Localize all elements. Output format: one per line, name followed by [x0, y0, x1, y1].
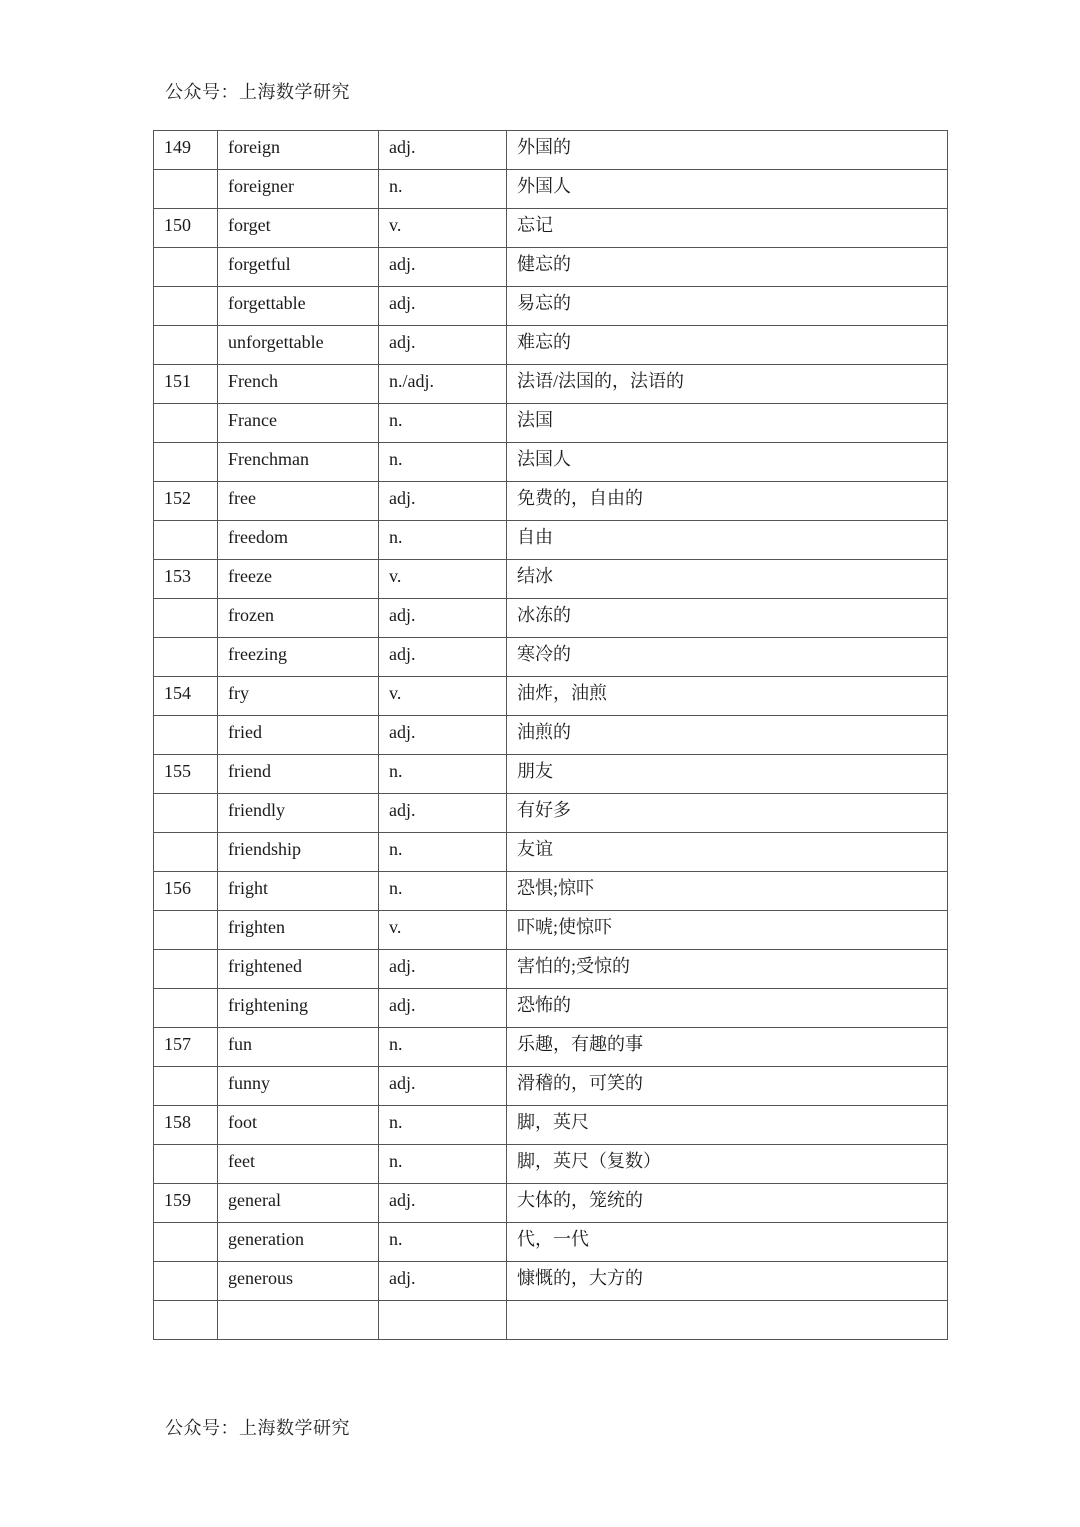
entry-word-cell: [218, 599, 379, 638]
entry-part-of-speech-cell: [379, 365, 507, 404]
entry-word-cell: [218, 911, 379, 950]
table-row: [154, 1184, 948, 1223]
entry-part-of-speech: n.: [389, 761, 403, 781]
table-row: [154, 248, 948, 287]
entry-number-cell: [154, 443, 218, 482]
entry-part-of-speech: adj.: [389, 1190, 416, 1210]
entry-meaning-cell: [507, 599, 948, 638]
table-row: [154, 404, 948, 443]
entry-word: free: [228, 488, 256, 508]
entry-part-of-speech-cell: [379, 677, 507, 716]
entry-number-cell: [154, 1262, 218, 1301]
entry-number-cell: [154, 365, 218, 404]
entry-part-of-speech: n.: [389, 449, 403, 469]
entry-part-of-speech: adj.: [389, 1073, 416, 1093]
entry-part-of-speech: [389, 1301, 506, 1302]
entry-part-of-speech: adj.: [389, 722, 416, 742]
entry-meaning: 害怕的;受惊的: [517, 956, 631, 976]
entry-number-cell: [154, 131, 218, 170]
entry-number-cell: [154, 989, 218, 1028]
entry-part-of-speech-cell: [379, 872, 507, 911]
entry-number-cell: [154, 209, 218, 248]
entry-word-cell: [218, 833, 379, 872]
entry-word-cell: [218, 560, 379, 599]
entry-meaning-cell: [507, 1184, 948, 1223]
entry-word-cell: [218, 365, 379, 404]
entry-number: 152: [164, 488, 191, 508]
entry-meaning: 忘记: [517, 215, 553, 235]
entry-meaning: 自由: [517, 527, 553, 547]
entry-word: friendly: [228, 800, 285, 820]
entry-part-of-speech-cell: [379, 1262, 507, 1301]
entry-number: [164, 443, 217, 444]
entry-part-of-speech-cell: [379, 1184, 507, 1223]
entry-part-of-speech: adj.: [389, 995, 416, 1015]
entry-word: freeze: [228, 566, 272, 586]
entry-number-cell: [154, 482, 218, 521]
entry-word: forgettable: [228, 293, 306, 313]
entry-part-of-speech: adj.: [389, 254, 416, 274]
entry-number: 156: [164, 878, 191, 898]
entry-meaning: 油炸，油煎: [517, 683, 607, 703]
entry-word-cell: [218, 1262, 379, 1301]
entry-part-of-speech-cell: [379, 170, 507, 209]
entry-word-cell: [218, 482, 379, 521]
entry-meaning-cell: [507, 638, 948, 677]
table-row: [154, 1223, 948, 1262]
table-row: [154, 755, 948, 794]
entry-number-cell: [154, 1028, 218, 1067]
entry-word: freedom: [228, 527, 288, 547]
entry-meaning: 健忘的: [517, 254, 571, 274]
entry-word-cell: [218, 521, 379, 560]
entry-part-of-speech: n.: [389, 878, 403, 898]
table-row: [154, 170, 948, 209]
table-row: [154, 326, 948, 365]
entry-number: [164, 248, 217, 249]
entry-part-of-speech-cell: [379, 1301, 507, 1340]
entry-meaning: 朋友: [517, 761, 553, 781]
entry-part-of-speech: adj.: [389, 605, 416, 625]
entry-number-cell: [154, 1223, 218, 1262]
table-row: [154, 287, 948, 326]
entry-part-of-speech-cell: [379, 755, 507, 794]
entry-word-cell: [218, 1067, 379, 1106]
entry-meaning: 结冰: [517, 566, 553, 586]
entry-meaning-cell: [507, 872, 948, 911]
vocabulary-table-body: [154, 131, 948, 1340]
entry-part-of-speech: adj.: [389, 1268, 416, 1288]
entry-meaning-cell: [507, 1262, 948, 1301]
entry-word-cell: [218, 1223, 379, 1262]
entry-meaning: 外国的: [517, 137, 571, 157]
entry-number: [164, 1223, 217, 1224]
entry-word-cell: [218, 794, 379, 833]
entry-meaning-cell: [507, 443, 948, 482]
entry-part-of-speech-cell: [379, 599, 507, 638]
entry-number: [164, 599, 217, 600]
entry-word: feet: [228, 1151, 255, 1171]
entry-word-cell: [218, 170, 379, 209]
entry-word: foreign: [228, 137, 280, 157]
table-row: [154, 443, 948, 482]
table-row: [154, 794, 948, 833]
table-row: [154, 638, 948, 677]
entry-word: France: [228, 410, 277, 430]
entry-word-cell: [218, 872, 379, 911]
table-row: [154, 521, 948, 560]
entry-word: Frenchman: [228, 449, 309, 469]
entry-word-cell: [218, 1301, 379, 1340]
entry-meaning-cell: [507, 716, 948, 755]
entry-meaning-cell: [507, 1028, 948, 1067]
entry-word: funny: [228, 1073, 270, 1093]
table-row: [154, 677, 948, 716]
entry-number-cell: [154, 1145, 218, 1184]
page-header: 公众号：上海数学研究: [165, 82, 350, 102]
entry-word: generous: [228, 1268, 293, 1288]
entry-part-of-speech-cell: [379, 716, 507, 755]
entry-part-of-speech-cell: [379, 326, 507, 365]
entry-number-cell: [154, 755, 218, 794]
entry-number: 153: [164, 566, 191, 586]
entry-part-of-speech: n.: [389, 839, 403, 859]
entry-part-of-speech-cell: [379, 1145, 507, 1184]
entry-word: foreigner: [228, 176, 294, 196]
entry-word-cell: [218, 326, 379, 365]
entry-part-of-speech-cell: [379, 521, 507, 560]
table-row: [154, 1067, 948, 1106]
entry-number: [164, 833, 217, 834]
entry-word-cell: [218, 755, 379, 794]
entry-part-of-speech-cell: [379, 1067, 507, 1106]
entry-word: friendship: [228, 839, 301, 859]
table-row: [154, 716, 948, 755]
entry-meaning-cell: [507, 521, 948, 560]
entry-word: forgetful: [228, 254, 291, 274]
entry-part-of-speech: adj.: [389, 137, 416, 157]
entry-meaning: 乐趣，有趣的事: [517, 1034, 643, 1054]
entry-word-cell: [218, 677, 379, 716]
entry-number: [164, 1262, 217, 1263]
entry-number: [164, 989, 217, 990]
entry-word: general: [228, 1190, 281, 1210]
entry-part-of-speech-cell: [379, 131, 507, 170]
entry-number: 150: [164, 215, 191, 235]
entry-part-of-speech-cell: [379, 911, 507, 950]
entry-meaning-cell: [507, 248, 948, 287]
entry-part-of-speech: n.: [389, 527, 403, 547]
entry-part-of-speech: adj.: [389, 293, 416, 313]
table-row: [154, 599, 948, 638]
entry-meaning: 慷慨的，大方的: [517, 1268, 643, 1288]
entry-word: forget: [228, 215, 271, 235]
entry-word: fright: [228, 878, 268, 898]
entry-number: [164, 1301, 217, 1302]
entry-meaning-cell: [507, 950, 948, 989]
entry-meaning: 油煎的: [517, 722, 571, 742]
entry-part-of-speech-cell: [379, 482, 507, 521]
entry-meaning-cell: [507, 794, 948, 833]
entry-meaning: 恐怖的: [517, 995, 571, 1015]
entry-number-cell: [154, 1184, 218, 1223]
entry-part-of-speech-cell: [379, 1028, 507, 1067]
entry-meaning: 滑稽的，可笑的: [517, 1073, 643, 1093]
entry-number-cell: [154, 326, 218, 365]
entry-part-of-speech: v.: [389, 215, 402, 235]
entry-meaning: 代，一代: [517, 1229, 589, 1249]
entry-word-cell: [218, 1028, 379, 1067]
entry-number: 159: [164, 1190, 191, 1210]
entry-number-cell: [154, 170, 218, 209]
entry-word: fry: [228, 683, 249, 703]
entry-meaning: 易忘的: [517, 293, 571, 313]
entry-number: 155: [164, 761, 191, 781]
entry-meaning: 难忘的: [517, 332, 571, 352]
entry-meaning: 脚，英尺: [517, 1112, 589, 1132]
entry-meaning-cell: [507, 1067, 948, 1106]
entry-meaning: 吓唬;使惊吓: [517, 917, 613, 937]
entry-meaning: 法国: [517, 410, 553, 430]
entry-meaning-cell: [507, 755, 948, 794]
entry-word: friend: [228, 761, 271, 781]
entry-word: freezing: [228, 644, 287, 664]
entry-number: 154: [164, 683, 191, 703]
entry-meaning-cell: [507, 1145, 948, 1184]
entry-number: 149: [164, 137, 191, 157]
entry-meaning-cell: [507, 326, 948, 365]
entry-number-cell: [154, 599, 218, 638]
entry-word-cell: [218, 131, 379, 170]
table-row: [154, 365, 948, 404]
entry-part-of-speech-cell: [379, 404, 507, 443]
entry-meaning: 冰冻的: [517, 605, 571, 625]
table-row: [154, 1145, 948, 1184]
entry-number: [164, 950, 217, 951]
entry-word-cell: [218, 716, 379, 755]
table-row: [154, 1028, 948, 1067]
entry-part-of-speech: v.: [389, 683, 402, 703]
table-row: [154, 1301, 948, 1340]
entry-word-cell: [218, 287, 379, 326]
entry-number-cell: [154, 521, 218, 560]
entry-part-of-speech: n.: [389, 1229, 403, 1249]
entry-word-cell: [218, 209, 379, 248]
entry-meaning-cell: [507, 287, 948, 326]
table-row: [154, 560, 948, 599]
entry-part-of-speech-cell: [379, 560, 507, 599]
entry-part-of-speech: n.: [389, 1151, 403, 1171]
entry-meaning-cell: [507, 677, 948, 716]
page-footer: 公众号：上海数学研究: [165, 1418, 350, 1438]
entry-number: [164, 794, 217, 795]
table-row: [154, 911, 948, 950]
entry-number-cell: [154, 638, 218, 677]
entry-number: [164, 1067, 217, 1068]
entry-part-of-speech: adj.: [389, 488, 416, 508]
entry-part-of-speech: n./adj.: [389, 371, 434, 391]
entry-number: [164, 404, 217, 405]
entry-meaning: 外国人: [517, 176, 571, 196]
entry-word: frozen: [228, 605, 274, 625]
entry-number: 158: [164, 1112, 191, 1132]
entry-word: generation: [228, 1229, 304, 1249]
entry-meaning-cell: [507, 1106, 948, 1145]
entry-part-of-speech: n.: [389, 410, 403, 430]
entry-part-of-speech-cell: [379, 287, 507, 326]
entry-word-cell: [218, 638, 379, 677]
table-row: [154, 950, 948, 989]
table-row: [154, 482, 948, 521]
entry-meaning-cell: [507, 560, 948, 599]
entry-meaning: 法国人: [517, 449, 571, 469]
table-row: [154, 1262, 948, 1301]
entry-part-of-speech: adj.: [389, 956, 416, 976]
table-row: [154, 1106, 948, 1145]
entry-part-of-speech: n.: [389, 1034, 403, 1054]
entry-part-of-speech-cell: [379, 950, 507, 989]
entry-word: fried: [228, 722, 262, 742]
entry-word: [228, 1301, 378, 1302]
entry-meaning-cell: [507, 1223, 948, 1262]
entry-number-cell: [154, 1106, 218, 1145]
entry-number: [164, 326, 217, 327]
entry-part-of-speech: adj.: [389, 800, 416, 820]
entry-word-cell: [218, 404, 379, 443]
table-row: [154, 989, 948, 1028]
entry-part-of-speech-cell: [379, 989, 507, 1028]
entry-meaning: 法语/法国的，法语的: [517, 371, 685, 391]
entry-word-cell: [218, 1106, 379, 1145]
entry-number: [164, 716, 217, 717]
entry-word-cell: [218, 989, 379, 1028]
entry-word: fun: [228, 1034, 252, 1054]
entry-number: [164, 170, 217, 171]
entry-part-of-speech-cell: [379, 248, 507, 287]
entry-meaning-cell: [507, 911, 948, 950]
entry-word: unforgettable: [228, 332, 324, 352]
entry-meaning-cell: [507, 365, 948, 404]
entry-meaning: [517, 1301, 947, 1302]
entry-part-of-speech-cell: [379, 1223, 507, 1262]
table-row: [154, 209, 948, 248]
entry-number-cell: [154, 833, 218, 872]
entry-number-cell: [154, 716, 218, 755]
entry-number: [164, 1145, 217, 1146]
entry-meaning-cell: [507, 1301, 948, 1340]
entry-word: French: [228, 371, 278, 391]
entry-meaning: 脚，英尺（复数）: [517, 1151, 661, 1171]
vocabulary-table: [153, 130, 948, 1340]
entry-word-cell: [218, 1184, 379, 1223]
entry-meaning-cell: [507, 989, 948, 1028]
entry-number: 157: [164, 1034, 191, 1054]
entry-meaning: 大体的，笼统的: [517, 1190, 643, 1210]
entry-number-cell: [154, 287, 218, 326]
entry-number-cell: [154, 1067, 218, 1106]
entry-part-of-speech-cell: [379, 638, 507, 677]
entry-meaning: 恐惧;惊吓: [517, 878, 595, 898]
entry-number-cell: [154, 404, 218, 443]
entry-part-of-speech: adj.: [389, 332, 416, 352]
entry-number-cell: [154, 677, 218, 716]
entry-part-of-speech: n.: [389, 1112, 403, 1132]
entry-number-cell: [154, 794, 218, 833]
entry-number: [164, 911, 217, 912]
entry-part-of-speech: v.: [389, 566, 402, 586]
entry-word-cell: [218, 950, 379, 989]
entry-part-of-speech-cell: [379, 794, 507, 833]
entry-number-cell: [154, 560, 218, 599]
entry-number: 151: [164, 371, 191, 391]
entry-meaning: 寒冷的: [517, 644, 571, 664]
entry-part-of-speech-cell: [379, 1106, 507, 1145]
entry-number: [164, 638, 217, 639]
entry-part-of-speech-cell: [379, 443, 507, 482]
entry-number-cell: [154, 950, 218, 989]
entry-meaning-cell: [507, 170, 948, 209]
entry-word-cell: [218, 248, 379, 287]
entry-meaning-cell: [507, 209, 948, 248]
entry-part-of-speech-cell: [379, 209, 507, 248]
entry-meaning-cell: [507, 131, 948, 170]
entry-word: frightened: [228, 956, 302, 976]
table-row: [154, 833, 948, 872]
entry-word: frighten: [228, 917, 285, 937]
entry-word: frightening: [228, 995, 308, 1015]
entry-meaning-cell: [507, 404, 948, 443]
entry-number-cell: [154, 872, 218, 911]
entry-meaning: 免费的，自由的: [517, 488, 643, 508]
entry-number-cell: [154, 1301, 218, 1340]
entry-word-cell: [218, 1145, 379, 1184]
entry-word-cell: [218, 443, 379, 482]
entry-word: foot: [228, 1112, 257, 1132]
entry-part-of-speech: n.: [389, 176, 403, 196]
table-row: [154, 131, 948, 170]
entry-part-of-speech: adj.: [389, 644, 416, 664]
entry-part-of-speech: v.: [389, 917, 402, 937]
entry-number-cell: [154, 248, 218, 287]
entry-number: [164, 521, 217, 522]
entry-number-cell: [154, 911, 218, 950]
entry-part-of-speech-cell: [379, 833, 507, 872]
entry-number: [164, 287, 217, 288]
entry-meaning-cell: [507, 833, 948, 872]
entry-meaning-cell: [507, 482, 948, 521]
entry-meaning: 友谊: [517, 839, 553, 859]
entry-meaning: 有好多: [517, 800, 571, 820]
table-row: [154, 872, 948, 911]
